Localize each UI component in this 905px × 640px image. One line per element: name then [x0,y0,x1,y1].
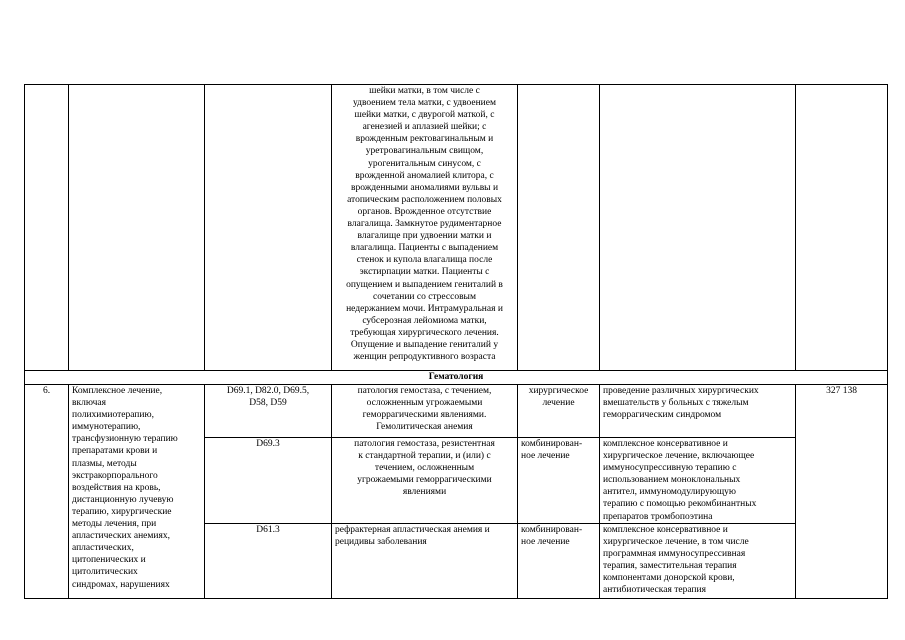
codes-cell [205,385,332,438]
text-line: урогенитальным синусом, с [368,158,481,169]
text-line: использованием моноклональных [603,475,741,486]
text-line: шейки матки, в том числе с [369,86,480,96]
text-line: явлениями [402,487,447,498]
text-line: течением, осложненным [374,463,475,474]
text-line: включая [72,398,106,409]
text-line: иммунотерапию, [72,422,141,433]
text-line: синдромах, нарушениях [72,579,170,590]
text-line: требующая хирургического лечения. [350,327,499,338]
text-line: терапия, заместительная терапия [603,561,737,572]
text-line: апластических, [72,543,134,554]
text-line: атопическим расположением половых [347,194,502,205]
text-line: врожденными аномалиями вульвы и [350,182,499,193]
text-line: патология гемостаза, резистентная [354,439,495,449]
text-line: геморрагическим синдромом [603,410,722,421]
text-line: патология гемостаза, с течением, [357,386,492,396]
text-line: экстракорпорального [72,470,158,481]
continuation-row [25,85,888,371]
text-line: терапию, хирургические [72,506,172,517]
text-line: вмешательств у больных с тяжелым [603,398,749,409]
text-line: органов. Врожденное отсутствие [357,206,492,217]
treatment-type-cell [518,524,600,599]
text-line: хирургическое лечение, в том числе [603,537,749,548]
text-line: антибиотическая терапия [603,585,706,596]
diagnosis-cell [332,85,518,371]
text-line: угрожаемыми геморрагическими [357,475,492,486]
diagnosis-cell [332,524,518,599]
text-line: комбинирован- [521,525,583,535]
text-line: дистанционную лучевую [72,494,174,505]
text-line: D58, D59 [249,398,287,409]
section-title: Гематология [25,371,888,385]
text-line: субсерозная лейомиома матки, [362,315,487,326]
text-line: полихимиотерапию, [72,410,154,421]
text-line: компонентами донорской крови, [603,573,735,584]
codes-cell [205,85,332,371]
text-line: геморрагическими явлениями. [362,410,487,421]
text-line: антител, иммуномодулирующую [603,487,737,498]
method-cell [600,524,796,599]
text-line: цитопенических и [72,555,146,566]
text-line: рецидивы заболевания [335,537,427,548]
text-line: лечение [542,398,575,409]
text-line: препаратами крови и [72,446,158,457]
codes-cell [205,524,332,599]
text-line: экстирпации матки. Пациенты с [359,267,490,278]
text-line: воздействия на кровь, [72,482,161,493]
text-line: уретровагинальным свищом, [365,146,484,157]
method-cell [600,385,796,438]
text-line: влагалища. Замкнутое рудиментарное [347,219,502,230]
text-line: комбинирован- [521,439,583,449]
diagnosis-cell [332,385,518,438]
text-line: ное лечение [521,537,570,548]
text-line: D61.3 [256,525,280,535]
text-line: плазмы, методы [72,458,137,469]
treatment-type-cell [518,85,600,371]
name-cell [69,85,205,371]
text-line: удвоением тела матки, с удвоением [353,98,496,109]
text-line: сочетании со стрессовым [373,291,476,302]
text-line: Гемолитическая анемия [376,422,473,433]
text-line: хирургическое лечение, включающее [603,451,755,462]
entry-name [69,385,205,599]
text-line: программная иммуносупрессивная [603,549,746,560]
text-line: осложненным угрожаемыми [366,398,483,409]
text-line: D69.3 [256,439,280,449]
text-line: терапию с помощью рекомбинантных [603,499,757,510]
text-line: женщин репродуктивного возраста [353,352,496,363]
number-cell [25,85,69,371]
text-line: хирургическое [528,386,589,396]
text-line: недержанием мочи. Интрамуральная и [346,303,503,314]
text-line: методы лечения, при [72,519,157,530]
section-row [25,371,888,385]
text-line: стенок и купола влагалища после [356,255,493,266]
method-cell [600,438,796,524]
text-line: препаратов тромбопоэтина [603,511,713,522]
text-line: комплексное консервативное и [603,525,728,535]
cost-cell [796,85,888,371]
entry-row [25,385,888,438]
diagnosis-cell [332,438,518,524]
treatment-type-cell [518,438,600,524]
text-line: Комплексное лечение, [72,386,163,396]
text-line: апластических анемиях, [72,531,170,542]
text-line: проведение различных хирургических [603,386,759,396]
text-line: влагалища. Пациенты с выпадением [350,243,499,254]
text-line: рефрактерная апластическая анемия и [335,525,490,535]
text-line: комплексное консервативное и [603,439,728,449]
text-line: трансфузионную терапию [72,434,178,445]
method-cell [600,85,796,371]
text-line: иммуносупрессивную терапию с [603,463,737,474]
text-line: врожденным ректовагинальным и [355,134,494,145]
text-line: к стандартной терапии, и (или) с [358,451,491,462]
text-line: агенезией и аплазией шейки; с [362,122,487,133]
text-line: врожденной аномалией клитора, с [355,170,494,181]
text-line: D69.1, D82.0, D69.5, [226,386,310,396]
text-line: Опущение и выпадение гениталий у [350,339,499,350]
text-line: цитолитических [72,567,138,578]
medical-care-table [24,84,888,599]
text-line: ное лечение [521,451,570,462]
entry-number: 6. [25,385,69,599]
treatment-type-cell [518,385,600,438]
text-line: шейки матки, с двурогой маткой, с [354,110,495,121]
codes-cell [205,438,332,524]
text-line: влагалище при удвоении матки и [357,231,492,242]
cost-cell: 327 138 [796,385,888,599]
text-line: опущением и выпадением гениталий в [346,279,503,290]
